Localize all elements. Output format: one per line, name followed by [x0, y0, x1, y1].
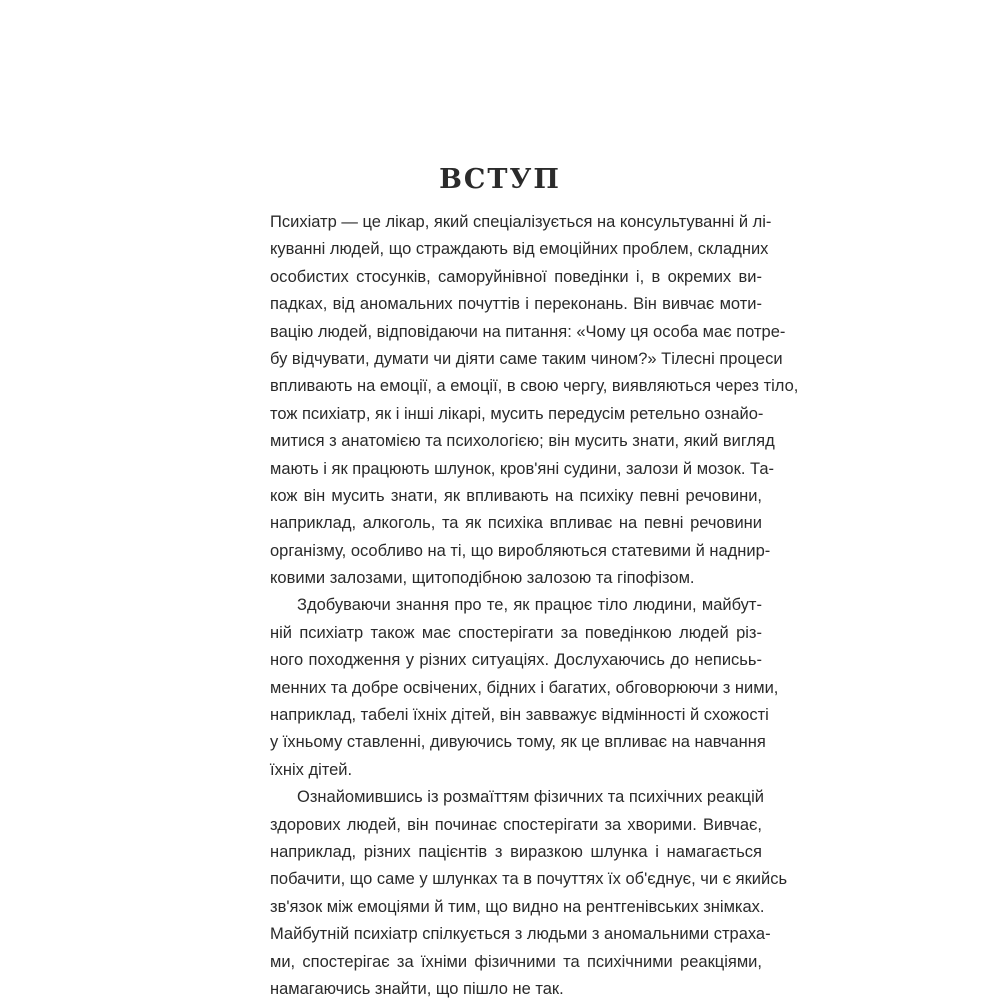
paragraph-3-line: наприклад, різних пацієнтів з виразкою шлунка і намагається — [270, 842, 762, 861]
chapter-title: ВСТУП — [439, 164, 561, 195]
paragraph-1-line: бу відчувати, думати чи діяти саме таким чином?» Тілесні процеси — [270, 349, 783, 368]
body-text — [270, 209, 799, 1003]
paragraph-1-line: Психіатр — це лікар, який спеціалізується на консультуванні й лі- — [270, 213, 772, 231]
paragraph-1-line: ковими залозами, щитоподібною залозою та гіпофізом. — [270, 569, 695, 588]
paragraph-3-line: намагаючись знайти, що пішло не так. — [270, 979, 564, 998]
paragraph-1-line: вацію людей, відповідаючи на питання: «Чому ця особа має потре- — [270, 322, 786, 341]
paragraph-3-line: Ознайомившись із розмаїттям фізичних та психічних реакцій — [297, 788, 764, 807]
paragraph-3-line: ми, спостерігає за їхніми фізичними та психічними реакціями, — [270, 952, 762, 971]
paragraph-1-line: тож психіатр, як і інші лікарі, мусить передусім ретельно ознайо- — [270, 404, 764, 423]
paragraph-1-line: куванні людей, що страждають від емоційних проблем, складних — [270, 240, 769, 259]
paragraph-1-line: особистих стосунків, саморуйнівної поведінки і, в окремих ви- — [270, 267, 762, 286]
paragraph-2-line: їхніх дітей. — [270, 760, 353, 779]
paragraph-3-line: здорових людей, він починає спостерігати за хворими. Вивчає, — [270, 815, 762, 834]
paragraph-1-line: кож він мусить знати, як впливають на психіку певні речовини, — [270, 486, 762, 505]
paragraph-1-line: митися з анатомією та психологією; він мусить знати, який вигляд — [270, 432, 775, 451]
paragraph-1-line: падках, від аномальних почуттів і переконань. Він вивчає моти- — [270, 295, 762, 314]
paragraph-2-line: ного походження у різних ситуаціях. Дослухаючись до неписьь- — [270, 651, 762, 670]
paragraph-2-line: Здобуваючи знання про те, як працює тіло людини, майбут- — [297, 596, 762, 615]
paragraph-1-line: організму, особливо на ті, що виробляються статевими й наднир- — [270, 541, 771, 560]
paragraph-2-line: ній психіатр також має спостерігати за поведінкою людей різ- — [270, 623, 762, 642]
paragraph-2-line: у їхньому ставленні, дивуючись тому, як це впливає на навчання — [270, 733, 766, 752]
paragraph-1-line: впливають на емоції, а емоції, в свою чергу, виявляються через тіло, — [270, 377, 799, 396]
paragraph-1-line: наприклад, алкоголь, та як психіка впливає на певні речовини — [270, 514, 762, 533]
paragraph-2-line: наприклад, табелі їхніх дітей, він завважує відмінності й схожості — [270, 706, 769, 725]
paragraph-3-line: побачити, що саме у шлунках та в почуттях їх об'єднує, чи є якийсь — [270, 870, 788, 889]
paragraph-1-line: мають і як працюють шлунок, кров'яні судини, залози й мозок. Та- — [270, 459, 774, 478]
paragraph-3-line: зв'язок між емоціями й тим, що видно на рентгенівських знімках. — [270, 897, 765, 916]
paragraph-2-line: менних та добре освічених, бідних і багатих, обговорюючи з ними, — [270, 678, 779, 697]
paragraph-3-line: Майбутній психіатр спілкується з людьми з аномальними страха- — [270, 925, 771, 944]
